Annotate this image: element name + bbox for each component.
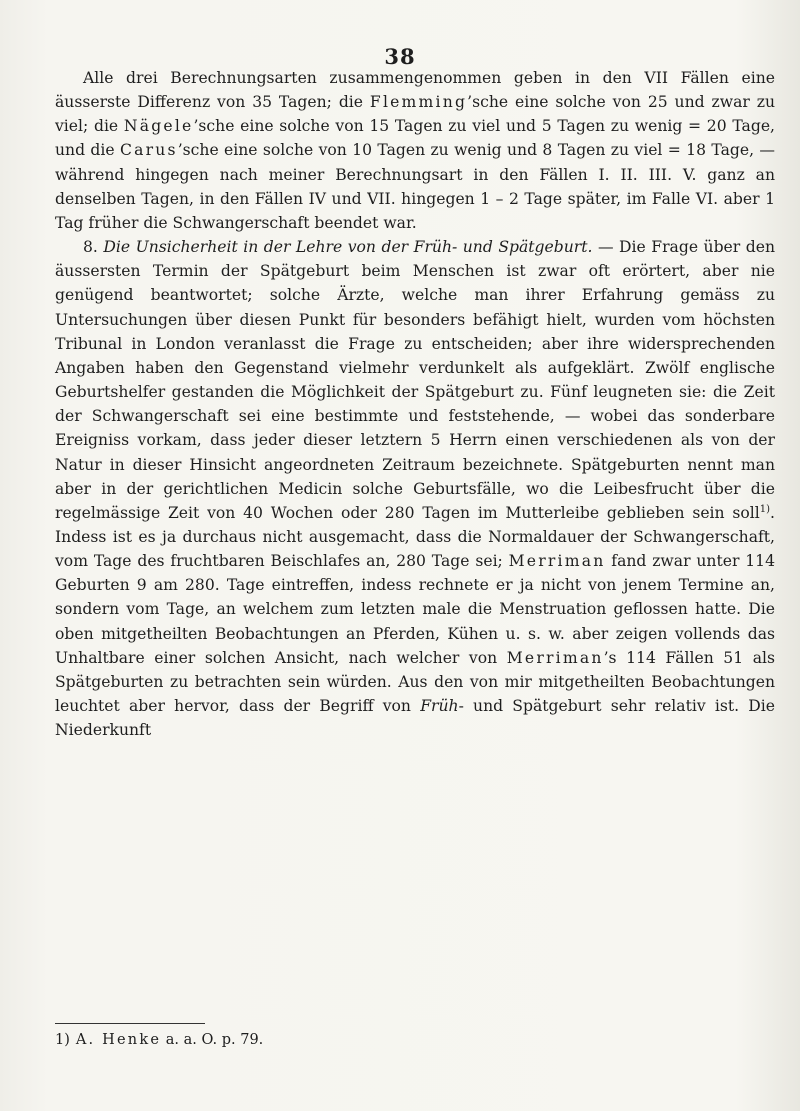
section-heading: Die Unsicherheit in der Lehre von der Früh- und Spätgeburt.	[103, 238, 593, 257]
footnote-mark: 1)	[55, 1032, 70, 1048]
footnote	[55, 1030, 775, 1050]
author-name: Merriman	[506, 648, 604, 667]
section-number: 8.	[83, 238, 98, 257]
footnote-reference[interactable]: 1)	[759, 503, 771, 515]
footnote-divider	[55, 1023, 205, 1024]
page-number: 38	[384, 44, 416, 69]
text-run: ’sche eine solche von 10 Tagen zu wenig und 8 Tagen zu viel = 18 Tage, — während hingegen nach meiner Berechnungsart in den Fällen I. II. III. V. ganz an denselben Tagen, in den Fällen IV und VII. hingegen 1 – 2 Tage später, im Falle VI. aber 1 Tag früher die Schwangerschaft beendet war.	[55, 141, 775, 232]
footnote-author: A. Henke	[75, 1032, 162, 1048]
text-run: - und Spätgeburt sehr relativ ist. Die Niederkunft	[55, 697, 775, 740]
text-run: fand zwar unter 114 Geburten 9 am 280. Tage eintreffen, indess rechnete er ja nicht von jenem Termine an, sondern vom Tage, an welchem zum letzten male die Menstruation geflossen hatte. Die oben mitgetheilten Beobachtungen an Pferden, Kühen u. s. w. aber zeigen vollends das Unhaltbare einer solchen Ansicht, nach welcher von	[55, 552, 775, 667]
author-name: Merriman	[508, 552, 606, 571]
text-run: ’s 114 Fällen 51 als Spätgeburten zu betrachten sein würden. Aus den von mir mitgetheilten Beobachtungen leuchtet aber hervor, dass der Begriff von	[55, 648, 775, 716]
text-run: ’sche eine solche von 25 und zwar zu viel; die	[55, 93, 775, 136]
text-run: ’sche eine solche von 15 Tagen zu viel und 5 Tagen zu wenig = 20 Tage, und die	[55, 117, 775, 160]
footnote-text: a. a. O. p. 79.	[161, 1032, 264, 1048]
paragraph-section-8	[55, 235, 775, 742]
body-text	[55, 66, 775, 742]
text-run: Alle drei Berechnungsarten zusammengenommen geben in den VII Fällen eine äusserste Differenz von 35 Tagen; die	[55, 69, 775, 112]
paragraph-calculation-methods	[55, 66, 775, 235]
text-run: — Die Frage über den äussersten Termin der Spätgeburt beim Menschen ist zwar oft erörtert, aber nie genügend beantwortet; solche Ärzte, welche man ihrer Erfahrung gemäss zu Untersuchungen über diesen Punkt für besonders befähigt hielt, wurden vom höchsten Tribunal in London veranlasst die Frage zu entscheiden; aber ihre widersprechenden Angaben haben den Gegenstand vielmehr verdunkelt als aufgeklärt. Zwölf englische Geburtshelfer gestanden die Möglichkeit der Spätgeburt zu. Fünf leugneten sie: die Zeit der Schwangerschaft sei eine bestimmte und feststehende, — wobei das sonderbare Ereigniss vorkam, dass jeder dieser letztern 5 Herrn einen verschiedenen als von der Natur in dieser Hinsicht angeordneten Zeitraum bezeichnete. Spätgeburten nennt man aber in der gerichtlichen Medicin solche Geburtsfälle, wo die Leibesfrucht über die regelmässige Zeit von 40 Wochen oder 280 Tagen im Mutterleibe geblieben sein soll	[55, 238, 775, 522]
author-name: Carus	[119, 141, 178, 160]
author-name: Nägele	[123, 117, 194, 136]
text-run: . Indess ist es ja durchaus nicht ausgemacht, dass die Normaldauer der Schwangerschaft, vom Tage des fruchtbaren Beischlafes an, 280 Tage sei;	[55, 503, 775, 571]
emphasis: Früh	[420, 697, 459, 716]
author-name: Flemming	[369, 93, 468, 112]
